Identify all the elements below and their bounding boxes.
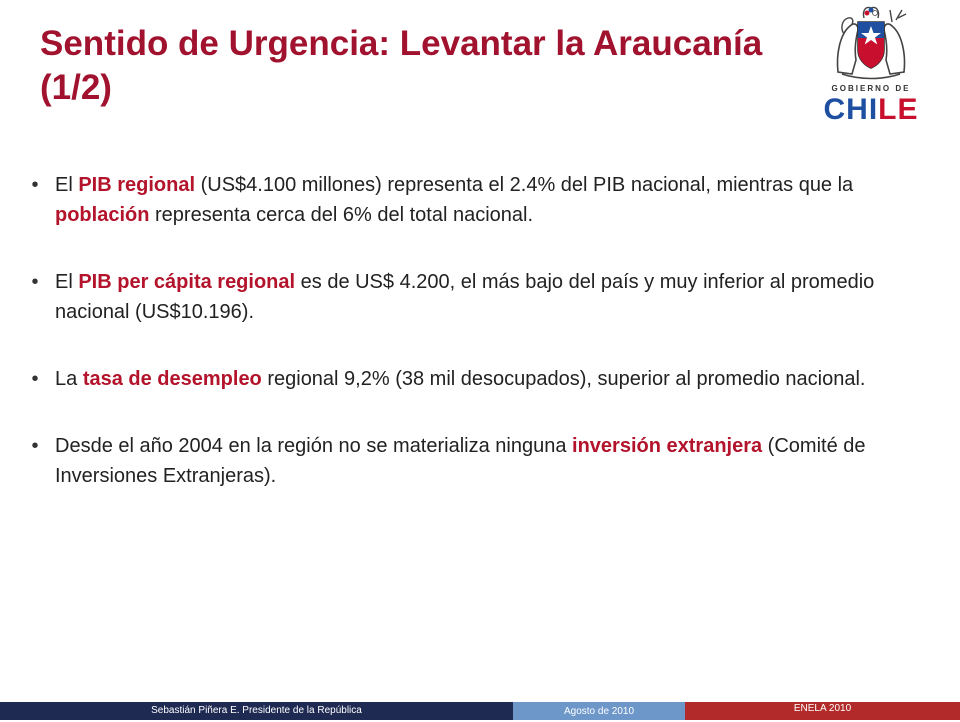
highlight-text: población xyxy=(55,204,150,226)
gobierno-de-chile-logo xyxy=(822,4,920,128)
coat-of-arms-icon xyxy=(830,4,912,82)
slide-title-line-2: (1/2) xyxy=(40,68,112,107)
highlight-text: inversión extranjera xyxy=(572,435,763,457)
slide-title xyxy=(40,22,810,110)
bullet-list xyxy=(30,170,910,528)
logo-name-part-1: CHI xyxy=(823,93,879,126)
bullet-dot-icon: • xyxy=(31,368,39,390)
highlight-text: tasa de desempleo xyxy=(82,368,262,390)
slide-title-line-1: Sentido de Urgencia: Levantar la Araucanía xyxy=(40,24,763,63)
bullet-item: • La tasa de desempleo regional 9,2% (38 mil desocupados), superior al promedio nacional. xyxy=(30,364,910,394)
bullet-item: • El PIB regional (US$4.100 millones) representa el 2.4% del PIB nacional, mientras que la población representa cerca del 6% del total nacional. xyxy=(30,170,910,230)
highlight-text: PIB regional xyxy=(78,174,196,196)
highlight-text: PIB per cápita regional xyxy=(78,271,296,293)
bullet-dot-icon: • xyxy=(31,174,39,196)
footer-bar xyxy=(0,702,960,720)
logo-subtitle: GOBIERNO DE xyxy=(831,84,911,93)
footer-event: ENELA 2010 xyxy=(685,702,960,720)
bullet-dot-icon: • xyxy=(31,435,39,457)
logo-name xyxy=(822,94,920,126)
bullet-item: • El PIB per cápita regional es de US$ 4.200, el más bajo del país y muy inferior al promedio nacional (US$10.196). xyxy=(30,267,910,327)
footer-author: Sebastián Piñera E. Presidente de la República xyxy=(0,702,513,720)
logo-name-part-2: LE xyxy=(878,93,919,126)
bullet-item: • Desde el año 2004 en la región no se materializa ninguna inversión extranjera (Comité de Inversiones Extranjeras). xyxy=(30,431,910,491)
footer-date: Agosto de 2010 xyxy=(513,702,685,720)
bullet-dot-icon: • xyxy=(31,271,39,293)
